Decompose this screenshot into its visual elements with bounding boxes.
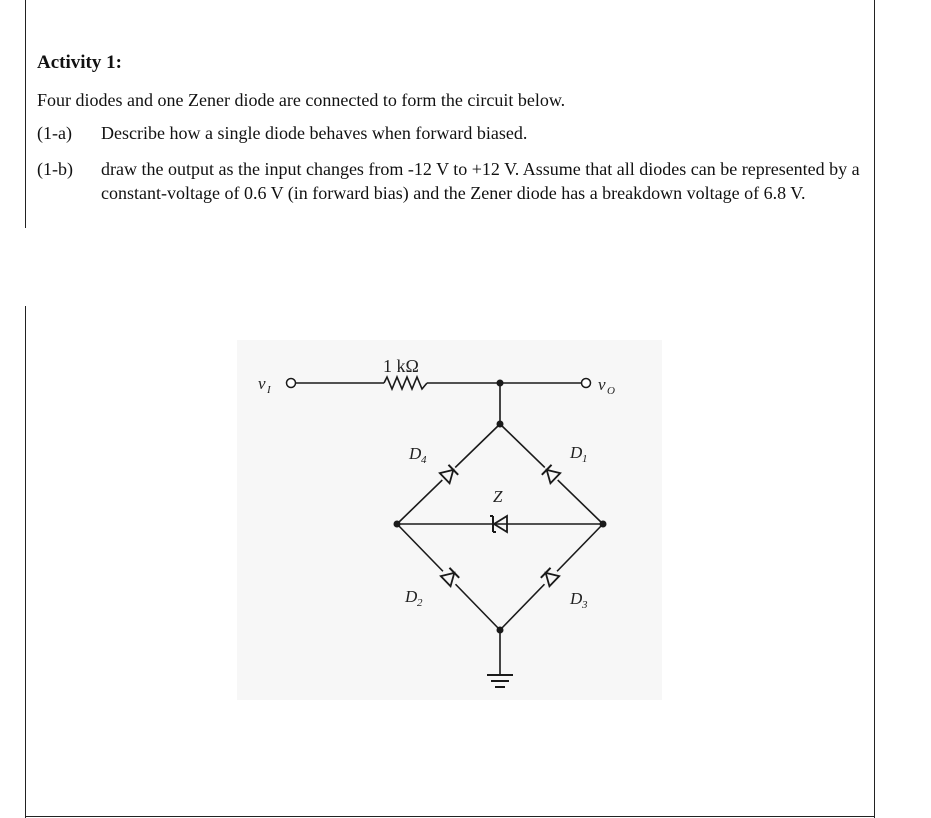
- diode-d4-label: D: [409, 444, 422, 463]
- activity-title: Activity 1:: [37, 52, 122, 73]
- diode-d2: [437, 564, 462, 589]
- input-label: v: [258, 374, 266, 393]
- diode-d2-subscript: 2: [417, 597, 423, 609]
- question-text: draw the output as the input changes from -12 V to +12 V. Assume that all diodes can be represented by a constant-voltage of 0.6 V (in forward bias) and the Zener diode has a breakdown voltage of 6.8 V.: [101, 159, 860, 203]
- input-label-subscript: I: [267, 384, 271, 396]
- resistor: [384, 377, 427, 389]
- diode-d1-label: D: [570, 443, 583, 462]
- ground-icon: [487, 675, 513, 687]
- diode-d1-subscript: 1: [582, 453, 588, 465]
- zener-label: Z: [493, 487, 503, 506]
- output-label: v: [598, 375, 606, 394]
- diode-d3-label: D: [570, 589, 583, 608]
- output-label-subscript: O: [607, 385, 615, 397]
- input-terminal: [287, 379, 296, 388]
- diode-d3: [537, 564, 562, 589]
- activity-intro: Four diodes and one Zener diode are connected to form the circuit below.: [37, 90, 566, 110]
- diode-d2-label: D: [405, 587, 418, 606]
- zener-diode: [489, 514, 511, 534]
- output-terminal: [582, 379, 591, 388]
- resistor-label: 1 kΩ: [383, 356, 419, 376]
- question-number: (1-b): [37, 159, 73, 179]
- question-number: (1-a): [37, 123, 72, 143]
- diode-d4-subscript: 4: [421, 454, 427, 466]
- diode-d3-subscript: 3: [582, 599, 588, 611]
- question-text: Describe how a single diode behaves when forward biased.: [101, 123, 528, 143]
